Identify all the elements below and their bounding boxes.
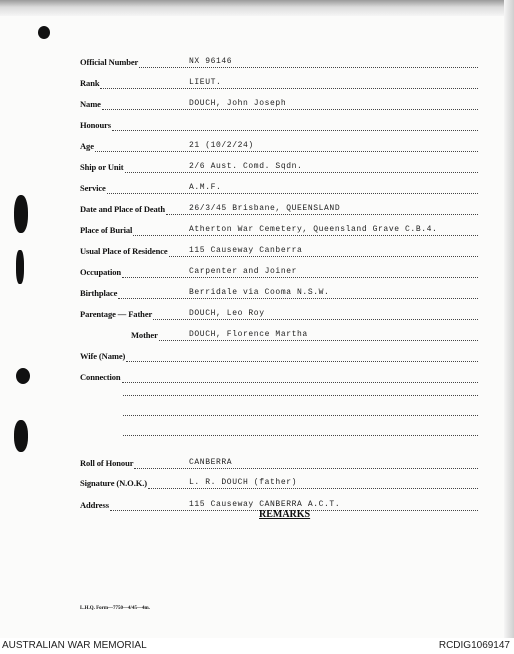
rank-label: Rank: [80, 78, 100, 88]
usual-residence-label: Usual Place of Residence: [80, 246, 168, 256]
ship-or-unit-dotted-line: [125, 172, 478, 173]
connection-extra-line: [123, 395, 478, 396]
field-row-occupation: [0, 262, 514, 278]
signature-nok-label: Signature (N.O.K.): [80, 478, 147, 488]
field-row-roll-of-honour: [0, 453, 514, 469]
birthplace-dotted-line: [118, 298, 478, 299]
parentage-father-label: Parentage — Father: [80, 309, 153, 319]
date-place-death-value: 26/3/45 Brisbane, QUEENSLAND: [189, 204, 341, 213]
honours-label: Honours: [80, 120, 111, 130]
connection-label: Connection: [80, 372, 121, 382]
field-row-rank: [0, 73, 514, 89]
roll-of-honour-value: CANBERRA: [189, 458, 233, 467]
field-row-birthplace: [0, 283, 514, 299]
wife-dotted-line: [126, 361, 478, 362]
rank-dotted-line: [100, 88, 478, 89]
age-label: Age: [80, 141, 94, 151]
occupation-label: Occupation: [80, 267, 122, 277]
address-label: Address: [80, 500, 109, 510]
field-row-wife: [0, 346, 514, 362]
mother-label: Mother: [131, 330, 158, 340]
honours-dotted-line: [112, 130, 478, 131]
parentage-father-dotted-line: [153, 319, 478, 320]
field-row-date-place-death: [0, 199, 514, 215]
punch-hole-top: [38, 26, 50, 39]
scan-top-edge: [0, 0, 514, 16]
field-row-official-number: [0, 52, 514, 68]
name-value: DOUCH, John Joseph: [189, 99, 287, 108]
service-label: Service: [80, 183, 106, 193]
parentage-father-value: DOUCH, Leo Roy: [189, 309, 265, 318]
usual-residence-dotted-line: [169, 256, 478, 257]
mother-value: DOUCH, Florence Martha: [189, 330, 308, 339]
service-dotted-line: [107, 193, 478, 194]
field-row-honours: [0, 115, 514, 131]
usual-residence-value: 115 Causeway Canberra: [189, 246, 303, 255]
official-number-dotted-line: [139, 67, 478, 68]
punch-hole-bottom: [14, 420, 28, 452]
place-of-burial-value: Atherton War Cemetery, Queensland Grave C.B.4.: [189, 225, 438, 234]
rank-value: LIEUT.: [189, 78, 222, 87]
occupation-dotted-line: [122, 277, 478, 278]
field-row-usual-residence: [0, 241, 514, 257]
birthplace-value: Berridale via Cooma N.S.W.: [189, 288, 330, 297]
field-row-service: [0, 178, 514, 194]
official-number-label: Official Number: [80, 57, 139, 67]
field-row-parentage-father: [0, 304, 514, 320]
field-row-mother: [0, 325, 514, 341]
official-number-value: NX 96146: [189, 57, 233, 66]
occupation-value: Carpenter and Joiner: [189, 267, 298, 276]
field-row-address: [0, 495, 514, 511]
mother-dotted-line: [159, 340, 478, 341]
birthplace-label: Birthplace: [80, 288, 118, 298]
service-value: A.M.F.: [189, 183, 222, 192]
connection-extra-line: [123, 435, 478, 436]
date-place-death-dotted-line: [166, 214, 478, 215]
name-label: Name: [80, 99, 101, 109]
place-of-burial-label: Place of Burial: [80, 225, 133, 235]
place-of-burial-dotted-line: [133, 235, 478, 236]
age-dotted-line: [95, 151, 478, 152]
remarks-heading: REMARKS: [259, 509, 311, 520]
date-place-death-label: Date and Place of Death: [80, 204, 166, 214]
age-value: 21 (10/2/24): [189, 141, 254, 150]
signature-nok-value: L. R. DOUCH (father): [189, 478, 298, 487]
archive-name: AUSTRALIAN WAR MEMORIAL: [2, 640, 147, 651]
connection-dotted-line: [122, 382, 478, 383]
address-value: 115 Causeway CANBERRA A.C.T.: [189, 500, 341, 509]
connection-extra-line: [123, 415, 478, 416]
ship-or-unit-label: Ship or Unit: [80, 162, 124, 172]
wife-label: Wife (Name): [80, 351, 126, 361]
field-row-ship-or-unit: [0, 157, 514, 173]
ship-or-unit-value: 2/6 Aust. Comd. Sqdn.: [189, 162, 303, 171]
roll-of-honour-label: Roll of Honour: [80, 458, 134, 468]
name-dotted-line: [102, 109, 478, 110]
roll-of-honour-dotted-line: [134, 468, 478, 469]
signature-nok-dotted-line: [148, 488, 478, 489]
field-row-age: [0, 136, 514, 152]
field-row-name: [0, 94, 514, 110]
archive-footer: [0, 638, 514, 654]
field-row-signature-nok: [0, 473, 514, 489]
field-row-connection: [0, 367, 514, 383]
record-id: RCDIG1069147: [438, 640, 510, 651]
form-code: L.H.Q. Form—7750—4/45—4m.: [80, 606, 150, 611]
field-row-place-of-burial: [0, 220, 514, 236]
